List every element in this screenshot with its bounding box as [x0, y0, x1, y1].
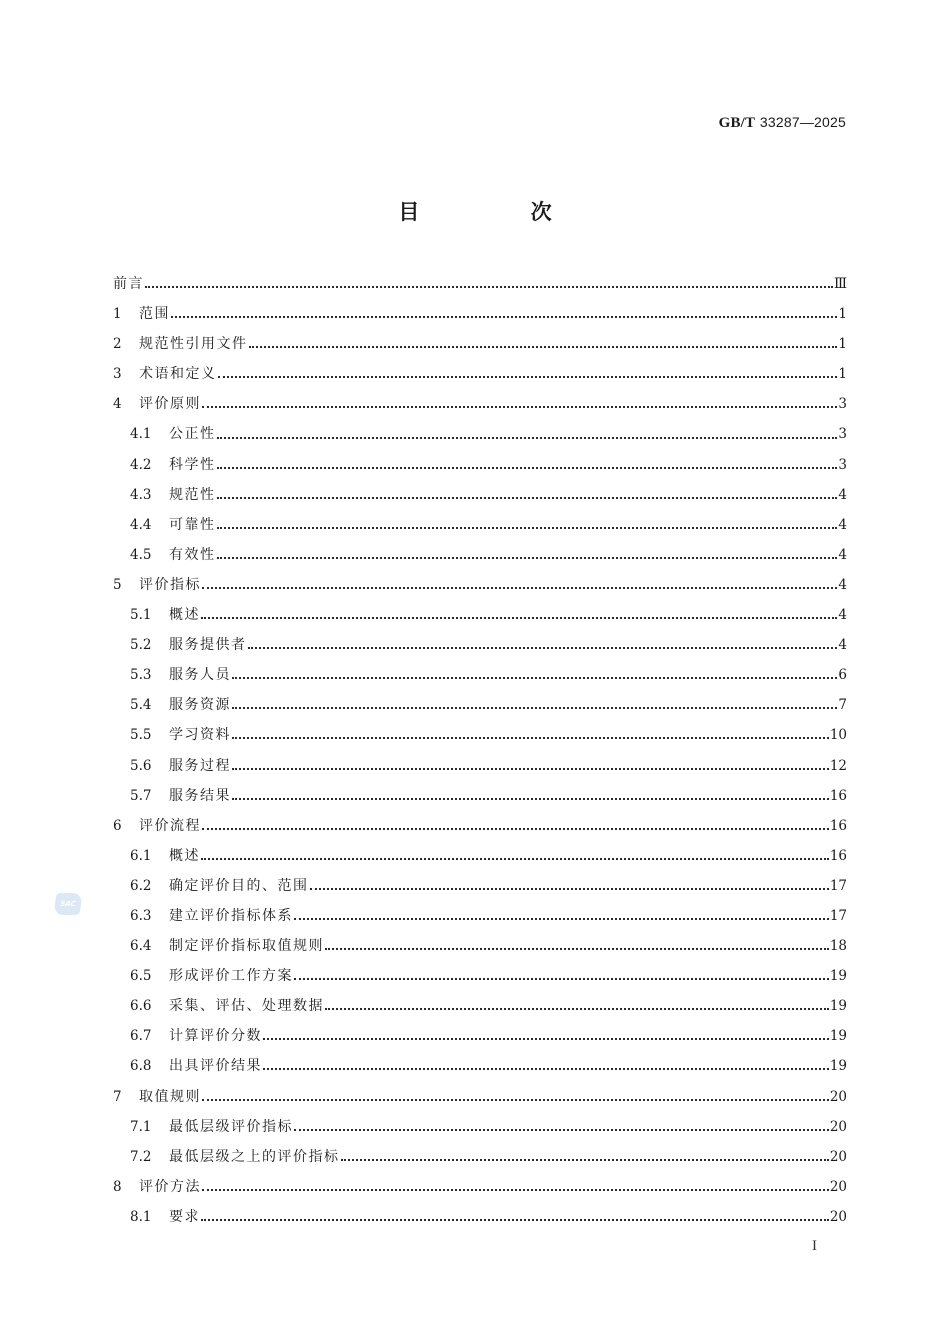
- toc-dot-leader: [202, 819, 829, 833]
- toc-entry-page: 1: [838, 366, 847, 383]
- toc-entry-page: 3: [838, 396, 847, 413]
- toc-entry-number: 4.1: [130, 426, 152, 443]
- toc-dot-leader: [232, 698, 837, 712]
- toc-entry[interactable]: [113, 329, 847, 359]
- toc-entry-page: 6: [838, 667, 847, 684]
- toc-entry-number: 5.1: [130, 607, 152, 624]
- toc-entry-number: 2: [113, 336, 122, 353]
- toc-entry-page: 17: [829, 877, 847, 894]
- toc-dot-leader: [217, 458, 838, 472]
- watermark-text: SAC: [59, 900, 77, 908]
- toc-dot-leader: [217, 488, 838, 502]
- toc-entry[interactable]: [113, 751, 847, 781]
- toc-dot-leader: [171, 307, 837, 321]
- toc-entry[interactable]: [113, 540, 847, 570]
- toc-entry[interactable]: [113, 1202, 847, 1232]
- toc-entry[interactable]: [113, 510, 847, 540]
- page-number: I: [812, 1238, 817, 1254]
- toc-entry[interactable]: [113, 630, 847, 660]
- toc-entry[interactable]: [113, 299, 847, 329]
- toc-entry-number: 3: [113, 366, 122, 383]
- standard-prefix: GB/T: [718, 115, 756, 131]
- toc-dot-leader: [202, 1090, 829, 1104]
- toc-entry-number: 6: [113, 817, 122, 834]
- toc-entry-page: 12: [829, 757, 847, 774]
- toc-entry[interactable]: [113, 1051, 847, 1081]
- toc-entry-page: Ⅲ: [833, 276, 847, 292]
- toc-entry[interactable]: [113, 991, 847, 1021]
- toc-entry-number: 5: [113, 576, 122, 593]
- toc-dot-leader: [217, 518, 838, 532]
- toc-entry-number: 7.1: [130, 1118, 152, 1135]
- toc-dot-leader: [201, 608, 837, 622]
- toc-entry-label: 学习资料: [169, 727, 231, 744]
- toc-entry-page: 19: [829, 998, 847, 1015]
- toc-entry-label: 科学性: [169, 456, 216, 473]
- toc-entry[interactable]: [113, 600, 847, 630]
- toc-entry-page: 20: [829, 1208, 847, 1225]
- toc-entry-page: 18: [829, 938, 847, 955]
- toc-entry-number: 4.2: [130, 456, 152, 473]
- toc-dot-leader: [232, 759, 829, 773]
- toc-entry-number: 5.2: [130, 637, 152, 654]
- toc-dot-leader: [248, 638, 838, 652]
- toc-entry-number: 6.4: [130, 938, 152, 955]
- toc-entry[interactable]: [113, 359, 847, 389]
- toc-entry-page: 4: [838, 486, 847, 503]
- toc-entry[interactable]: [113, 720, 847, 750]
- toc-entry-page: 1: [838, 306, 847, 323]
- toc-dot-leader: [294, 1120, 829, 1134]
- toc-entry-label: 建立评价指标体系: [169, 907, 293, 924]
- toc-entry[interactable]: [113, 419, 847, 449]
- toc-entry-number: 1: [113, 306, 122, 323]
- toc-entry[interactable]: [113, 1172, 847, 1202]
- toc-dot-leader: [325, 939, 829, 953]
- toc-entry-label: 评价原则: [139, 396, 201, 413]
- toc-entry[interactable]: [113, 269, 847, 299]
- toc-entry-label: 最低层级评价指标: [169, 1118, 293, 1135]
- toc-entry-page: 3: [838, 426, 847, 443]
- toc-entry-page: 4: [838, 516, 847, 533]
- toc-entry-page: 20: [829, 1088, 847, 1105]
- toc-dot-leader: [201, 1210, 829, 1224]
- toc-entry-page: 4: [838, 607, 847, 624]
- toc-entry[interactable]: [113, 570, 847, 600]
- toc-title: 目 次: [398, 200, 604, 224]
- standard-number: 33287—2025: [759, 114, 846, 130]
- toc-entry-page: 1: [838, 336, 847, 353]
- toc-entry-label: 术语和定义: [139, 366, 217, 383]
- toc-entry-label: 采集、评估、处理数据: [169, 998, 324, 1015]
- toc-entry-page: 16: [829, 817, 847, 834]
- toc-entry-number: 5.7: [130, 787, 152, 804]
- toc-entry-label: 服务人员: [169, 667, 231, 684]
- toc-entry[interactable]: [113, 961, 847, 991]
- toc-entry-number: 6.5: [130, 968, 152, 985]
- toc-entry-label: 出具评价结果: [169, 1058, 262, 1075]
- toc-entry-label: 评价指标: [139, 576, 201, 593]
- toc-entry[interactable]: [113, 660, 847, 690]
- toc-entry-label: 概述: [169, 607, 200, 624]
- toc-entry-page: 16: [829, 787, 847, 804]
- toc-entry-number: 4.3: [130, 486, 152, 503]
- sac-watermark-logo: [53, 893, 82, 915]
- toc-entry-number: 5.4: [130, 697, 152, 714]
- toc-dot-leader: [310, 879, 829, 893]
- toc-entry-page: 3: [838, 456, 847, 473]
- toc-entry-page: 19: [829, 1028, 847, 1045]
- toc-entry[interactable]: [113, 781, 847, 811]
- toc-dot-leader: [201, 849, 829, 863]
- toc-dot-leader: [263, 1029, 829, 1043]
- toc-dot-leader: [217, 548, 838, 562]
- toc-entry[interactable]: [113, 1112, 847, 1142]
- toc-entry[interactable]: [113, 1021, 847, 1051]
- toc-entry[interactable]: [113, 450, 847, 480]
- toc-entry-page: 7: [838, 697, 847, 714]
- toc-entry-page: 16: [829, 847, 847, 864]
- toc-entry-label: 服务资源: [169, 697, 231, 714]
- toc-entry[interactable]: [113, 931, 847, 961]
- toc-entry-label: 概述: [169, 847, 200, 864]
- toc-entry[interactable]: [113, 811, 847, 841]
- toc-entry[interactable]: [113, 480, 847, 510]
- toc-entry-label: 服务结果: [169, 787, 231, 804]
- toc-entry-page: 20: [829, 1178, 847, 1195]
- toc-entry-page: 19: [829, 968, 847, 985]
- toc-entry-number: 4: [113, 396, 122, 413]
- toc-dot-leader: [325, 999, 829, 1013]
- toc-entry[interactable]: [113, 901, 847, 931]
- toc-entry-page: 20: [829, 1148, 847, 1165]
- toc-dot-leader: [202, 397, 837, 411]
- toc-entry-page: 4: [838, 637, 847, 654]
- toc-dot-leader: [294, 969, 829, 983]
- toc-entry-label: 形成评价工作方案: [169, 968, 293, 985]
- toc-entry-number: 6.6: [130, 998, 152, 1015]
- toc-entry-number: 7: [113, 1088, 122, 1105]
- toc-entry[interactable]: [113, 841, 847, 871]
- toc-entry-number: 6.7: [130, 1028, 152, 1045]
- toc-entry-label: 评价方法: [139, 1178, 201, 1195]
- toc-entry-label: 规范性: [169, 486, 216, 503]
- toc-entry-label: 制定评价指标取值规则: [169, 938, 324, 955]
- toc-entry[interactable]: [113, 1142, 847, 1172]
- toc-entry-page: 4: [838, 546, 847, 563]
- toc-dot-leader: [232, 728, 829, 742]
- toc-entry-number: 6.8: [130, 1058, 152, 1075]
- toc-dot-leader: [202, 578, 837, 592]
- table-of-contents: [113, 269, 847, 1232]
- toc-dot-leader: [232, 789, 829, 803]
- toc-dot-leader: [249, 337, 838, 351]
- toc-entry-label: 计算评价分数: [169, 1028, 262, 1045]
- toc-entry-page: 17: [829, 907, 847, 924]
- toc-entry-number: 6.2: [130, 877, 152, 894]
- toc-entry-number: 5.5: [130, 727, 152, 744]
- toc-dot-leader: [145, 277, 833, 291]
- toc-entry-number: 4.5: [130, 546, 152, 563]
- toc-entry-label: 公正性: [169, 426, 216, 443]
- toc-entry-label: 最低层级之上的评价指标: [169, 1148, 340, 1165]
- toc-entry-number: 6.1: [130, 847, 152, 864]
- toc-dot-leader: [341, 1150, 829, 1164]
- toc-entry-page: 10: [829, 727, 847, 744]
- toc-entry-page: 19: [829, 1058, 847, 1075]
- toc-dot-leader: [263, 1059, 829, 1073]
- toc-entry-number: 5.6: [130, 757, 152, 774]
- toc-entry-number: 4.4: [130, 516, 152, 533]
- toc-entry-page: 4: [838, 576, 847, 593]
- toc-entry-number: 5.3: [130, 667, 152, 684]
- toc-entry-label: 评价流程: [139, 817, 201, 834]
- toc-entry[interactable]: [113, 871, 847, 901]
- toc-dot-leader: [294, 909, 829, 923]
- toc-entry-label: 范围: [139, 306, 170, 323]
- toc-entry-number: 7.2: [130, 1148, 152, 1165]
- toc-entry[interactable]: [113, 690, 847, 720]
- toc-entry-label: 服务过程: [169, 757, 231, 774]
- toc-dot-leader: [232, 668, 837, 682]
- toc-entry-label: 服务提供者: [169, 637, 247, 654]
- toc-entry-label: 前言: [113, 276, 144, 292]
- toc-entry[interactable]: [113, 1082, 847, 1112]
- standard-code: [719, 114, 846, 132]
- toc-entry-label: 有效性: [169, 546, 216, 563]
- toc-dot-leader: [217, 428, 838, 442]
- toc-entry-number: 8.1: [130, 1208, 152, 1225]
- toc-entry-label: 取值规则: [139, 1088, 201, 1105]
- toc-entry-label: 确定评价目的、范围: [169, 877, 309, 894]
- toc-entry-number: 6.3: [130, 907, 152, 924]
- toc-dot-leader: [218, 367, 838, 381]
- toc-entry-number: 8: [113, 1178, 122, 1195]
- toc-dot-leader: [202, 1180, 829, 1194]
- toc-entry[interactable]: [113, 389, 847, 419]
- toc-entry-label: 规范性引用文件: [139, 336, 248, 353]
- toc-entry-page: 20: [829, 1118, 847, 1135]
- toc-entry-label: 要求: [169, 1208, 200, 1225]
- toc-entry-label: 可靠性: [169, 516, 216, 533]
